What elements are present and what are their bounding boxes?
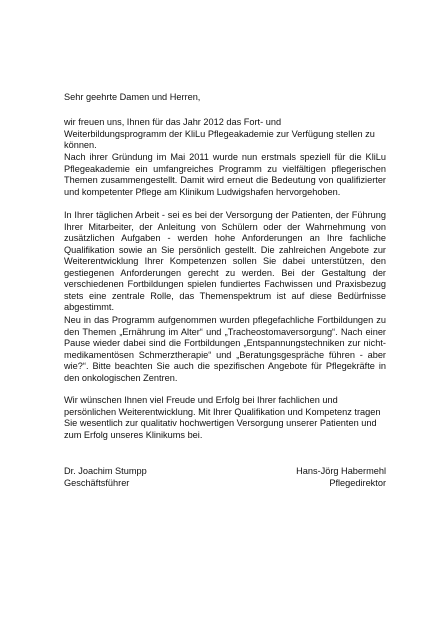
daily-work-paragraph: In Ihrer täglichen Arbeit - sei es bei der Versorgung der Patienten, der Führung Ihrer Mitarbeiter, der Anleitung von Schülern oder der Wahrnehmung von zusätzlichen Aufgaben - werden hohe Anforderungen an Ihre fachliche Qualifikation sowie an Sie persönlich gestellt. Die zahlreichen Angebote zur Weiterentwicklung Ihrer Kompetenzen sollen Sie dabei unterstützen, den gestiegenen Anforderungen gerecht zu werden. Bei der Gestaltung der verschiedenen Fortbildungen spielen fundiertes Fachwissen und Praxisbezug stets eine zentrale Rolle, das Themenspektrum ist auf diese Bedürfnisse abgestimmt. [64, 210, 386, 312]
signature-block-right [296, 466, 386, 489]
signatory-role: Geschäftsführer [64, 477, 130, 488]
signatory-name: Hans-Jörg Habermehl [296, 466, 386, 476]
founding-paragraph: Nach ihrer Gründung im Mai 2011 wurde nun erstmals speziell für die KliLu Pflegeakademie ein umfangreiches Programm zu vielfältigen pflegerischen Themen zusammengestellt. Damit wird erneut die Bedeutung von qualifizierter und kompetenter Pflege am Klinikum Ludwigshafen hervorgehoben. [64, 152, 386, 197]
new-courses-paragraph: Neu in das Programm aufgenommen wurden pflegefachliche Fortbildungen zu den Themen „Ernährung im Alter“ und „Tracheostomaversorgung“. Nach einer Pause wieder dabei sind die Fortbildungen „Entspannungstechniken zur nicht-medikamentösen Schmerztherapie“ und „Beratungsgespräche führen - aber wie?“. Bitte beachten Sie auch die spezifischen Angebote für Pflegekräfte in den onkologischen Zentren. [64, 315, 386, 383]
signatory-name: Dr. Joachim Stumpp [64, 466, 147, 476]
letter-page [64, 0, 386, 640]
signature-block-left [64, 466, 147, 489]
intro-paragraph: wir freuen uns, Ihnen für das Jahr 2012 das Fort- und Weiterbildungsprogramm der KliLu Pflegeakademie zur Verfügung stellen zu können. [64, 117, 375, 150]
salutation: Sehr geehrte Damen und Herren, [64, 92, 201, 102]
closing-paragraph: Wir wünschen Ihnen viel Freude und Erfolg bei Ihrer fachlichen und persönlichen Weiterentwicklung. Mit Ihrer Qualifikation und Kompetenz tragen Sie wesentlich zur qualitativ hochwertigen Versorgung unserer Patienten und zum Erfolg unseres Klinikums bei. [64, 395, 381, 440]
signatory-role: Pflegedirektor [329, 477, 386, 488]
